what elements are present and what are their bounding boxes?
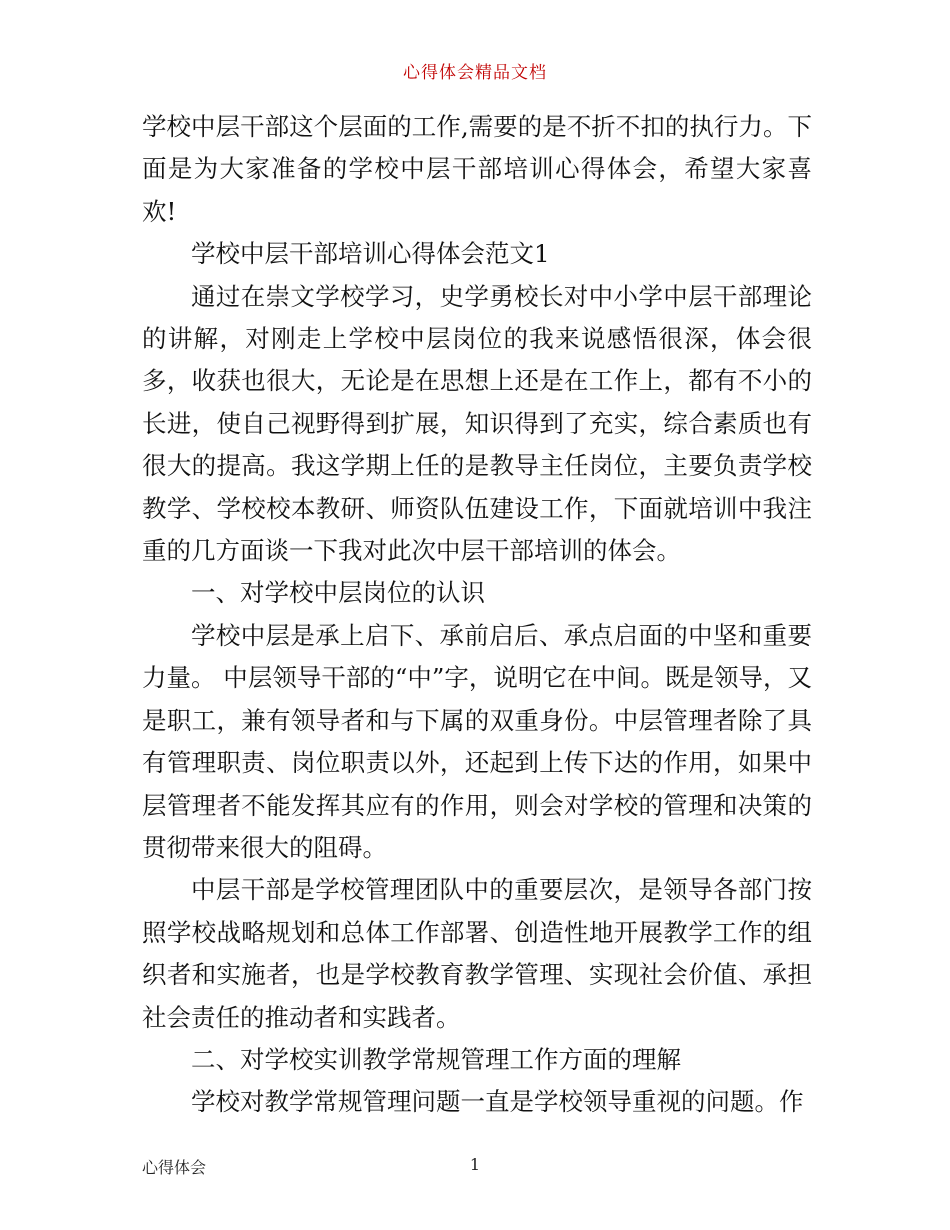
section-heading-2: 二、对学校实训教学常规管理工作方面的理解 xyxy=(191,1044,681,1074)
document-body xyxy=(142,106,812,1124)
body-paragraph: 学校中层是承上启下、承前启后、承点启面的中坚和重要力量。 中层领导干部的“中”字，说明它在中间。既是领导，又是职工，兼有领导者和与下属的双重身份。中层管理者除了具有管理职责、岗位职责以外，还起到上传下达的作用，如果中层管理者不能发挥其应有的作用，则会对学校的管理和决策的贯彻带来很大的阻碍。 xyxy=(142,620,812,862)
page-number: 1 xyxy=(469,1155,481,1174)
intro-paragraph: 学校中层干部这个层面的工作,需要的是不折不扣的执行力。下面是为大家准备的学校中层干部培训心得体会，希望大家喜欢! xyxy=(142,112,812,226)
document-header-title: 心得体会精品文档 xyxy=(403,63,547,83)
footer-label: 心得体会 xyxy=(142,1158,207,1177)
section-heading-sample-1: 学校中层干部培训心得体会范文1 xyxy=(191,239,550,269)
section-heading-1: 一、对学校中层岗位的认识 xyxy=(191,578,485,608)
body-paragraph: 通过在崇文学校学习，史学勇校长对中小学中层干部理论的讲解，对刚走上学校中层岗位的我来说感悟很深，体会很多，收获也很大，无论是在思想上还是在工作上，都有不小的长进，使自己视野得到扩展，知识得到了充实，综合素质也有很大的提高。我这学期上任的是教导主任岗位，主要负责学校教学、学校校本教研、师资队伍建设工作，下面就培训中我注重的几方面谈一下我对此次中层干部培训的体会。 xyxy=(142,281,812,566)
body-paragraph: 学校对教学常规管理问题一直是学校领导重视的问题。作 xyxy=(191,1087,804,1117)
body-paragraph: 中层干部是学校管理团队中的重要层次，是领导各部门按照学校战略规划和总体工作部署、创造性地开展教学工作的组织者和实施者，也是学校教育教学管理、实现社会价值、承担社会责任的推动者和实践者。 xyxy=(142,875,812,1032)
